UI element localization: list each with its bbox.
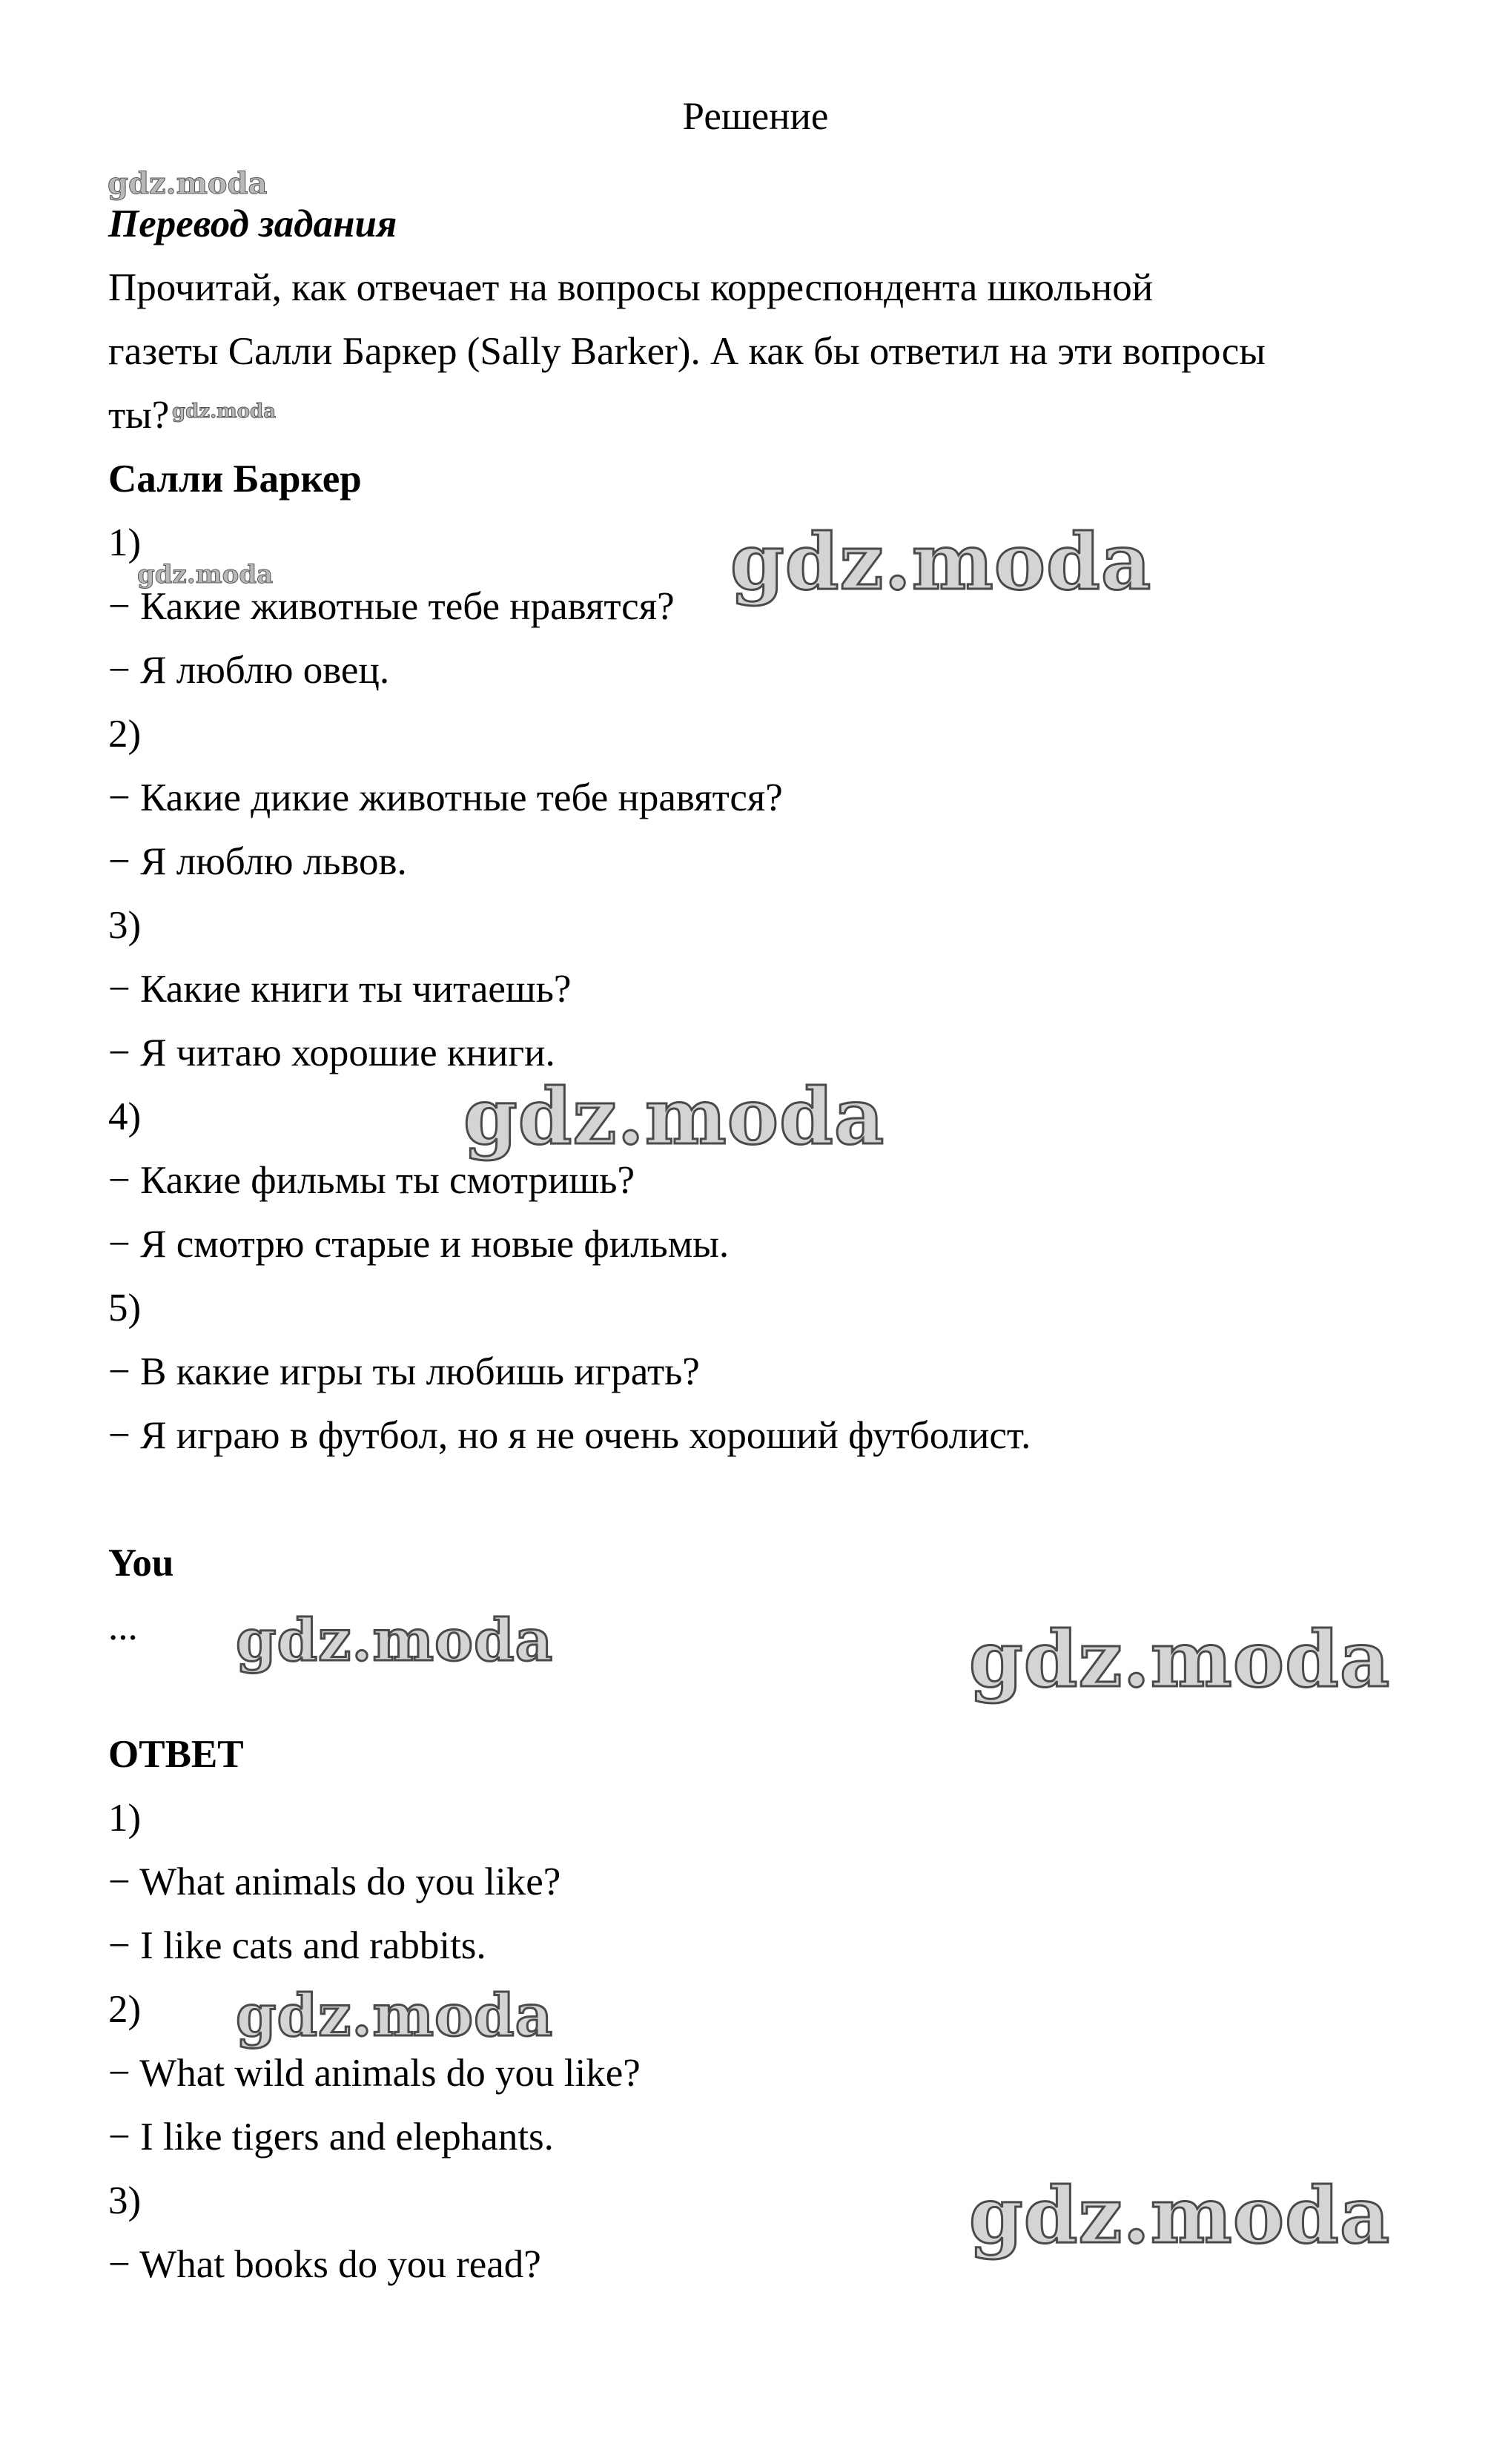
list-item: − Какие дикие животные тебе нравятся? [108, 776, 783, 819]
list-item: − I like tigers and elephants. [108, 2115, 554, 2159]
watermark-logo: gdz.moda [236, 1607, 554, 1674]
you-heading: You [108, 1542, 174, 1585]
list-item: − What books do you read? [108, 2243, 541, 2286]
watermark-logo: gdz.moda [463, 1071, 885, 1162]
watermark-logo: gdz.moda [236, 1982, 554, 2050]
page-title: Решение [682, 95, 829, 138]
list-item: − I like cats and rabbits. [108, 1924, 486, 1967]
list-item: 4) [108, 1095, 142, 1138]
sally-heading: Салли Баркер [108, 458, 362, 501]
list-item: 2) [108, 713, 142, 756]
answer-heading: ОТВЕТ [108, 1733, 244, 1776]
watermark-logo: gdz.moda [969, 2170, 1391, 2261]
watermark-logo: gdz.moda [172, 400, 277, 423]
list-item: − Какие животные тебе нравятся? [108, 585, 675, 628]
watermark-logo: gdz.moda [969, 1614, 1391, 1705]
list-item: 5) [108, 1287, 142, 1330]
task-text-line: Прочитай, как отвечает на вопросы корреспондента школьной [108, 266, 1154, 309]
list-item: − What wild animals do you like? [108, 2052, 641, 2095]
list-item: 3) [108, 904, 142, 947]
task-heading: Перевод задания [108, 202, 397, 245]
watermark-logo: gdz.moda [730, 516, 1152, 607]
task-text-line: газеты Салли Баркер (Sally Barker). А как бы ответил на эти вопросы [108, 330, 1266, 373]
list-item: 1) [108, 1797, 142, 1840]
list-item: 2) [108, 1988, 142, 2031]
watermark-logo: gdz.moda [108, 166, 268, 201]
list-item: − Я люблю овец. [108, 649, 390, 692]
list-item: − Я читаю хорошие книги. [108, 1031, 555, 1074]
list-item: − Я смотрю старые и новые фильмы. [108, 1223, 730, 1266]
watermark-logo: gdz.moda [137, 560, 274, 589]
list-item: 3) [108, 2179, 142, 2222]
list-item: 1) [108, 521, 142, 564]
list-item: − What animals do you like? [108, 1860, 561, 1903]
list-item: − Какие фильмы ты смотришь? [108, 1159, 635, 1202]
list-item: − Я играю в футбол, но я не очень хороший футболист. [108, 1414, 1031, 1457]
task-text-line: ты? [108, 394, 170, 437]
list-item: − В какие игры ты любишь играть? [108, 1350, 700, 1393]
list-item: − Я люблю львов. [108, 840, 407, 883]
list-item: − Какие книги ты читаешь? [108, 968, 572, 1011]
you-text: ... [108, 1605, 138, 1648]
